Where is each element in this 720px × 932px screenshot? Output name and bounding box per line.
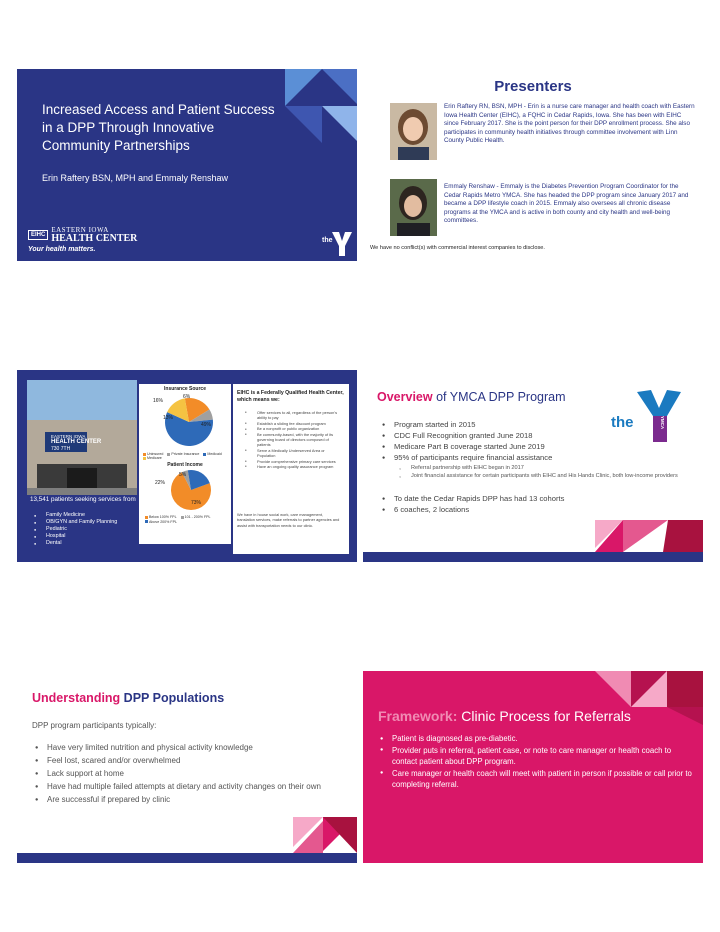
slide-overview [363,370,703,562]
s4-deco-4 [663,520,703,552]
income-pie-chart [139,468,231,513]
sign-line2: HEALTH CENTER [51,439,102,445]
overview-bullet: ● 6 coaches, 2 locations [382,504,682,515]
legend-swatch [145,520,148,523]
income-legend-item [145,520,177,524]
fqhc-item: ● Be community-based, with the majority of its governing board of directors composed of patients [245,432,343,448]
slide-title [17,69,357,261]
insurance-pct-label: 6% [183,394,191,400]
service-item: ● Hospital [34,533,144,540]
deco-triangle-1 [285,69,322,106]
slide4-decoration [363,370,703,562]
population-bullet: ● Are successful if prepared by clinic [35,793,335,806]
fqhc-title: EIHC is a Federally Qualified Health Center, which means we: [237,390,344,403]
population-bullet: ● Lack support at home [35,767,335,780]
presentation-authors: Erin Raftery BSN, MPH and Emmaly Renshaw [42,173,229,183]
fqhc-item: ● Offer services to all, regardless of the person's ability to pay [245,410,343,421]
s4-footer-bar [363,552,703,562]
income-title: Patient Income [167,462,203,468]
slide-populations [17,671,357,863]
eihc-logo-line2: HEALTH CENTER [51,233,138,244]
overview-sub-bullet: ○ Referral partnership with EIHC began in 2017 [399,464,689,472]
slide-presenters [363,69,703,261]
insurance-legend-item [167,452,199,456]
charts-panel [139,384,231,544]
fqhc-item: ● Provide comprehensive primary care services [245,459,343,464]
patients-count: 13,541 patients seeking services from [30,496,136,503]
framework-bullets [380,733,698,791]
ymca-logo-the: the [611,414,634,431]
framework-bullet: ● Care manager or health coach will meet with patient in person if possible or call prior to completing referral. [380,768,698,791]
framework-bullet: ● Patient is diagnosed as pre-diabetic. [380,733,698,745]
s6-deco-1 [595,671,631,707]
clinic-photo [27,380,137,495]
presenters-title: Presenters [494,78,572,95]
population-bullet: ● Feel lost, scared and/or overwhelmed [35,754,335,767]
erin-portrait-icon [390,103,437,160]
disclosure-text: We have no conflict(s) with commercial interest companies to disclose. [370,245,545,251]
framework-title [378,708,631,724]
income-legend-item [181,515,211,519]
income-pct-label: 73% [191,500,202,506]
fqhc-item: ● Establish a sliding fee discount program [245,421,343,426]
fqhc-item: ● Be a nonprofit or public organization [245,426,343,431]
s6-deco-3 [667,671,703,707]
service-item: ● Dental [34,540,144,547]
population-bullet: ● Have very limited nutrition and physical activity knowledge [35,741,335,754]
insurance-legend-item [203,452,221,456]
deco-triangle-3 [322,106,357,141]
overview-bullet: ● CDC Full Recognition granted June 2018 [382,430,612,441]
populations-intro: DPP program participants typically: [32,721,157,730]
sign-address: 730 7TH [51,446,71,452]
legend-swatch [143,457,146,460]
s4-deco-2 [623,520,668,552]
framework-bullet: ● Provider puts in referral, patient case, or note to care manager or health coach to contact patient about DPP program. [380,745,698,768]
legend-label: Below 100% FPL [149,515,177,519]
framework-title-rest: Clinic Process for Referrals [457,708,631,724]
overview-title-highlight: Overview [377,390,433,404]
fqhc-item: ● Have an ongoing quality assurance program [245,464,343,469]
legend-label: Medicare [147,456,162,460]
presentation-title: Increased Access and Patient Success in a DPP Through Innovative Community Partnerships [42,102,275,153]
fqhc-list [245,410,343,469]
slide-eihc [17,370,357,562]
overview-bullet: ● 95% of participants require financial assistance [382,452,612,463]
insurance-legend [143,452,231,460]
deco-triangle-4 [285,106,322,143]
care-management-text: We have in house social work, care management, translation services, make referrals to partner agencies and assist with transportation needs to our clinic. [237,512,340,528]
income-pct-label: 22% [155,480,166,486]
framework-title-highlight: Framework: [378,708,458,724]
overview-title-rest: of YMCA DPP Program [432,390,566,404]
ymca-logo-word: YMCA [660,415,666,430]
eihc-tagline: Your health matters. [28,246,96,253]
population-bullet: ● Have had multiple failed attempts at dietary and activity changes on their own [35,780,335,793]
service-item: ● OB/GYN and Family Planning [34,519,144,526]
overview-bullet: ● To date the Cedar Rapids DPP has had 13 cohorts [382,493,682,504]
erin-bio: Erin Raftery RN, BSN, MPH - Erin is a nurse care manager and health coach with Eastern Iowa Health Center (EIHC), a FQHC in Cedar Rapids, Iowa. She has been with EIHC since February 2017. She is the point person for their DPP enrollment process. She also participates in community health initiatives through committee involvement with Linn County Public Health. [444,103,695,145]
legend-swatch [167,453,170,456]
s6-deco-5 [667,707,703,725]
ymca-the-small: the [322,237,333,244]
legend-label: Uninsured [147,452,164,456]
insurance-pct-label: 13% [163,415,174,421]
slide5-decoration [17,671,357,863]
insurance-legend-item [143,456,162,460]
eihc-logo [28,226,148,253]
service-item: ● Pediatric [34,526,144,533]
legend-label: Private Insurance [171,452,200,456]
insurance-pct-label: 16% [153,398,164,404]
insurance-pie-chart [139,392,231,452]
erin-photo [390,103,437,160]
legend-label: 101 - 200% FPL [184,515,211,519]
overview-bullet: ● Medicare Part B coverage started June 2019 [382,441,612,452]
income-legend [145,515,225,524]
s5-footer-bar [17,853,357,863]
slide-framework [363,671,703,863]
eihc-logo-mark: EIHC [28,230,48,240]
income-legend-item [145,515,177,519]
overview-sub-bullet: ○ Joint financial assistance for certain participants with EIHC and His Hands Clinic, both low-income providers [399,472,689,480]
deco-triangle-2 [322,69,357,104]
fqhc-item: ● Serve a Medically Underserved Area or Population [245,448,343,459]
service-item: ● Family Medicine [34,512,144,519]
services-list [34,512,144,547]
emmaly-photo [390,179,437,236]
populations-title-rest: DPP Populations [120,691,225,705]
insurance-title: Insurance Source [164,386,206,392]
overview-bullet: ● Program started in 2015 [382,419,612,430]
legend-label: Above 200% FPL [149,519,177,524]
income-pct-label: 5% [179,472,187,478]
sign-line1: EASTERN IOWA [51,434,86,439]
ymca-y-icon [332,232,352,256]
fqhc-panel [233,384,349,554]
legend-swatch [203,453,206,456]
emmaly-portrait-icon [390,179,437,236]
populations-title-highlight: Understanding [32,691,121,705]
legend-swatch [181,516,184,519]
eihc-logo-line1: EASTERN IOWA [51,226,109,234]
legend-label: Medicaid [207,452,222,456]
legend-swatch [145,516,148,519]
emmaly-bio: Emmaly Renshaw - Emmaly is the Diabetes Prevention Program Coordinator for the Cedar Rapids Metro YMCA. She has headed the DPP program since January 2017 and became a DPP lifestyle coach in 2015. Emmaly also oversees all chronic disease programs at the YMCA and is active in both county and city health and well-being committees. [444,183,689,225]
insurance-pct-label: 49% [201,422,212,428]
